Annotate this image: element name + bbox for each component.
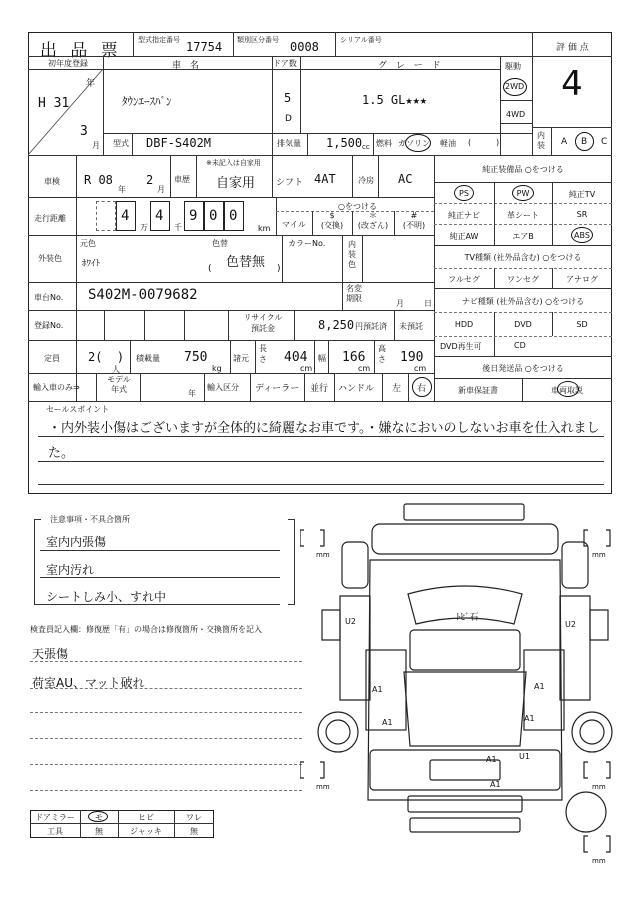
doors-label: ドア数 — [273, 59, 297, 68]
damage-u2-left: U2 — [345, 617, 356, 626]
shaken-label: 車検 — [44, 177, 60, 186]
equip-ps-circle — [454, 185, 474, 201]
equip-tv: 純正TV — [568, 190, 596, 199]
reg-label: 登録No. — [34, 321, 64, 330]
cc-unit: cc — [362, 143, 370, 151]
inspector-item-2: 荷室AU、マット破れ — [32, 676, 145, 690]
equip-airbag: エアB — [512, 232, 534, 241]
fuel-circle — [405, 134, 431, 152]
repaint: 色替無 — [226, 255, 266, 270]
shift-label: シフト — [276, 178, 304, 188]
rear-left-wheel-inner — [326, 720, 350, 744]
import-dealer: ディーラー — [255, 384, 300, 394]
color-no-label: カラーNo. — [288, 239, 326, 248]
mileage-digit-4: 0 — [209, 208, 218, 224]
cd-label: CD — [514, 341, 526, 350]
equip-sr: SR — [576, 210, 588, 219]
model: DBF-S402M — [146, 136, 212, 150]
mileage-digit-5: 0 — [229, 208, 238, 224]
bracket-rr — [584, 762, 588, 778]
inspector-label: 検査員記入欄：修復歴「有」の場合は修復箇所・交換箇所を記入 — [30, 625, 262, 634]
legend-mirror-circle — [88, 811, 108, 822]
tv-fullseg: フルセグ — [448, 275, 480, 284]
front-right-wheel — [562, 542, 588, 588]
bracket-rl — [300, 762, 304, 778]
paren-open: ( — [468, 138, 472, 147]
hood-front — [372, 524, 558, 554]
height: 190 — [400, 350, 424, 365]
mm-front-left: mm — [316, 551, 330, 559]
dollar-label: $ (交換) — [320, 211, 344, 230]
capacity-label: 定員 — [44, 354, 60, 363]
mm-rear-right: mm — [592, 783, 606, 791]
equip-pw: PW — [516, 189, 530, 198]
equip-pw-circle — [512, 185, 534, 201]
sales-label: セールスポイント — [46, 405, 110, 414]
handle-label: ハンドル — [338, 384, 375, 394]
notes-item-2: 室内汚れ — [46, 563, 95, 577]
handle-left: 左 — [392, 384, 402, 394]
equip-leather: 革シート — [507, 211, 539, 220]
door-suffix: D — [285, 114, 292, 124]
tv-title: TV種類 (社外品含む) ○をつける — [464, 253, 582, 262]
roof — [410, 630, 520, 670]
rear-bumper — [408, 796, 522, 812]
shaken-month-unit: 月 — [157, 185, 165, 194]
shaken-era: R 08 — [84, 173, 113, 187]
docs-title: 後日発送品 ○をつける — [482, 364, 564, 373]
diesel-label: 軽油 — [440, 139, 456, 148]
handle-right: 右 — [417, 384, 427, 394]
dvd-playable: DVD再生可 — [440, 342, 482, 351]
rear-step — [410, 818, 520, 832]
repaint-label: 色替 — [212, 239, 228, 248]
interior-a: A — [561, 137, 568, 147]
rear-right-wheel-inner — [580, 720, 604, 744]
equip-navi: 純正ナビ — [448, 211, 480, 220]
paren-close: ) — [496, 138, 500, 147]
grade-label: グ レ ー ド — [378, 61, 444, 71]
mileage-digit-1: 4 — [121, 208, 130, 224]
import-parallel: 並行 — [310, 384, 329, 394]
mile-label: マイル — [282, 220, 306, 229]
bracket-fl — [300, 530, 304, 546]
docs-manual-circle — [557, 381, 579, 397]
navi-hdd: HDD — [454, 320, 474, 329]
class-label: 類別区分番号 — [237, 36, 279, 44]
first-reg-era: H 31 — [38, 96, 70, 111]
length-cm: cm — [300, 364, 313, 373]
recycle-label: リサイクル 預託金 — [243, 313, 283, 333]
original-color-label: 元色 — [80, 239, 96, 248]
length: 404 — [284, 350, 308, 365]
damage-a1-left: A1 — [372, 685, 383, 694]
front-left-wheel — [342, 542, 368, 588]
shaken-month: 2 — [146, 173, 154, 187]
damage-windshield: ﾄﾋﾞ石 — [456, 613, 479, 623]
width: 166 — [342, 350, 366, 365]
navi-title: ナビ種類 (社外品含む) ○をつける — [461, 297, 585, 306]
mileage-km: km — [258, 224, 271, 233]
equipment-title: 純正装備品 ○をつける — [482, 165, 564, 174]
drive-label: 駆動 — [505, 62, 521, 71]
spare-tire — [566, 792, 606, 832]
sharp-label: # (不明) — [402, 211, 426, 230]
notes-bracket-left — [34, 519, 41, 605]
doors: 5 — [284, 91, 292, 105]
damage-a1-rear-right: A1 — [524, 714, 535, 723]
class-number: 0008 — [290, 40, 319, 54]
chassis-number: S402M-0079682 — [88, 287, 198, 303]
cargo-area — [404, 672, 526, 746]
legend-mirror-value: モ — [95, 813, 103, 822]
docs-manual: 車両取説 — [551, 386, 583, 395]
bracket-fl-r — [320, 530, 324, 546]
original-color: ﾎﾜｲﾄ — [82, 259, 101, 269]
body-outline — [368, 560, 562, 800]
year-unit: 年 — [86, 79, 96, 89]
ac: AC — [398, 172, 413, 186]
repaint-paren-open: ( — [208, 264, 212, 274]
notes-item-1: 室内内張傷 — [46, 535, 107, 549]
equip-aw: 純正AW — [449, 232, 479, 241]
nc-month: 月 — [396, 299, 404, 308]
legend-tools: 工具 — [47, 827, 63, 836]
equip-abs: ABS — [574, 231, 590, 240]
recycle-none: 未預託 — [399, 322, 423, 331]
width-cm: cm — [358, 364, 371, 373]
bracket-rr-r — [606, 762, 610, 778]
legend-jack-value: 無 — [190, 827, 198, 836]
navi-sd: SD — [576, 320, 588, 329]
damage-a1-right: A1 — [534, 682, 545, 691]
load-kg: kg — [212, 364, 222, 373]
capacity-person: 人 — [112, 365, 120, 374]
load: 750 — [184, 350, 208, 365]
sales-line-1: ・内外装小傷はございますが全体的に綺麗なお車です。・嫌なにおいのしないお車を仕入れまし — [48, 421, 600, 436]
grade: 1.5 GL★★★ — [362, 93, 428, 107]
recycle-unit: 円預託済 — [355, 322, 387, 331]
legend-crack: ヒビ — [138, 813, 154, 822]
load-label: 積載量 — [136, 354, 160, 363]
shift: 4AT — [314, 172, 336, 186]
mm-front-right: mm — [592, 551, 606, 559]
mileage-digit-2: 4 — [155, 208, 164, 224]
bracket-fr-r — [606, 530, 610, 546]
mileage-man: 万 — [140, 223, 148, 232]
tv-analog: アナログ — [566, 275, 598, 284]
legend-break: ワレ — [186, 813, 202, 822]
chassis-label: 車台No. — [34, 293, 64, 302]
right-mirror-box — [590, 610, 608, 640]
first-reg-month: 3 — [80, 124, 88, 139]
car-name: ﾀｳﾝｴｰｽﾊﾞﾝ — [122, 95, 172, 108]
mileage-circle-note: ○をつける — [338, 202, 377, 211]
damage-a1-bumper: A1 — [490, 780, 501, 789]
rear-panel — [370, 750, 560, 790]
handle-right-circle — [412, 377, 432, 397]
displacement-label: 排気量 — [277, 139, 301, 148]
capacity: 2( ) — [88, 350, 125, 364]
interior-b-circle — [575, 132, 594, 151]
interior-c: C — [601, 137, 608, 147]
model-year-unit: 年 — [188, 389, 196, 398]
note-unrecorded: ※未記入は自家用 — [206, 159, 261, 167]
sales-line-2: た。 — [48, 446, 75, 461]
car-name-label: 車 名 — [172, 61, 200, 71]
height-label: 高 さ — [378, 344, 386, 364]
damage-u2-right: U2 — [565, 620, 576, 629]
recycle-amount: 8,250 — [318, 318, 355, 332]
asterisk-label: ＊ (改ざん) — [357, 211, 389, 230]
name-change-label: 名変 期限 — [346, 284, 362, 303]
tv-oneseg: ワンセグ — [507, 275, 539, 284]
import-class-label: 輸入区分 — [207, 383, 239, 392]
ac-label: 冷房 — [358, 176, 374, 185]
damage-a1-rear-left: A1 — [382, 718, 393, 727]
mileage-label: 走行距離 — [34, 214, 66, 223]
serial-label: シリアル番号 — [340, 36, 382, 44]
equip-ps: PS — [459, 189, 469, 198]
interior-b: B — [581, 137, 588, 147]
notes-label: 注意事項・不具合箇所 — [50, 515, 130, 524]
exterior-label: 外装色 — [38, 254, 62, 263]
drive-2wd: 2WD — [505, 82, 525, 91]
width-label: 幅 — [318, 354, 326, 363]
bracket-spare — [584, 836, 588, 852]
type-number: 17754 — [186, 40, 223, 54]
inspector-item-1: 天張傷 — [32, 647, 69, 661]
sheet-title: 出 品 票 — [40, 41, 122, 61]
score-label: 評 価 点 — [556, 43, 589, 53]
mm-rear-left: mm — [316, 783, 330, 791]
legend-tools-value: 無 — [95, 827, 103, 836]
height-cm: cm — [414, 364, 427, 373]
model-year-label: モデル 年式 — [107, 375, 131, 394]
length-label: 長 さ — [259, 344, 267, 364]
shaken-year-unit: 年 — [118, 185, 126, 194]
mileage-sen: 千 — [174, 223, 182, 232]
left-mirror-box — [322, 610, 340, 640]
repaint-paren-close: ) — [277, 264, 281, 274]
nc-day: 日 — [424, 299, 432, 308]
model-label: 型式 — [113, 139, 129, 148]
mileage-digit-3: 9 — [189, 208, 198, 224]
equip-abs-circle — [571, 227, 593, 243]
month-unit: 月 — [92, 141, 100, 150]
notes-bracket-right — [288, 519, 295, 605]
type-label: 型式指定番号 — [138, 36, 180, 44]
import-label: 輸入車のみ⇒ — [33, 383, 80, 392]
front-bumper — [404, 504, 524, 520]
drive-4wd: 4WD — [506, 110, 526, 119]
legend-mirror: ドアミラー — [35, 813, 75, 822]
fuel-label: 燃料 — [376, 139, 392, 148]
dims-label: 諸元 — [233, 354, 249, 363]
bracket-rl-r — [320, 762, 324, 778]
history: 自家用 — [216, 176, 256, 191]
damage-u1: U1 — [519, 752, 530, 761]
displacement: 1,500 — [326, 136, 363, 150]
fuel: ガソリン — [398, 139, 430, 148]
notes-item-3: シートしみ小、すれ中 — [46, 590, 167, 604]
damage-a1-rear-panel: A1 — [486, 755, 497, 764]
legend-jack: ジャッキ — [130, 827, 162, 836]
rear-right-wheel-outer — [572, 712, 612, 752]
bracket-spare-r — [606, 836, 610, 852]
interior-color-label: 内 装 色 — [348, 240, 356, 269]
rear-left-wheel-outer — [318, 712, 358, 752]
first-reg-label: 初年度登録 — [48, 59, 88, 68]
score: 4 — [561, 64, 583, 104]
docs-warranty: 新車保証書 — [458, 386, 498, 395]
mm-spare: mm — [592, 857, 606, 865]
interior-label: 内装 — [537, 131, 545, 150]
car-damage-diagram — [300, 500, 630, 870]
history-label: 車歴 — [174, 175, 190, 184]
navi-dvd: DVD — [514, 320, 532, 329]
